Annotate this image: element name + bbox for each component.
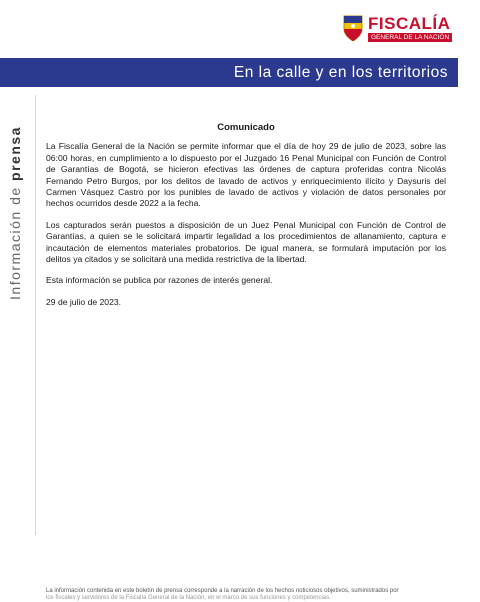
side-label-prefix: Información de: [7, 180, 23, 300]
side-label: [7, 108, 23, 318]
footer-line-2: los fiscales y servidores de la Fiscalía General de la Nación, en el marco de sus funciones y competencias.: [46, 595, 331, 601]
date-line: 29 de julio de 2023.: [46, 296, 122, 307]
logo-title: FISCALÍA: [368, 13, 451, 33]
vertical-divider: [35, 95, 36, 535]
side-label-emphasis: prensa: [7, 126, 23, 181]
footer-disclaimer: [46, 588, 456, 602]
paragraph: Los capturados serán puestos a disposición de un Juez Penal Municipal con Función de Control de Garantías, a quien se le solicitará impartir legalidad a los procedimientos de allanamiento, captura e incautación de elementos materiales probatorios. De igual manera, se formulará imputación por los delitos ya citados y se solicitará una medida restrictiva de la libertad.: [46, 219, 446, 265]
colombia-crest-icon: [342, 14, 364, 42]
logo-subtitle: GENERAL DE LA NACIÓN: [368, 33, 452, 42]
paragraph: La Fiscalía General de la Nación se permite informar que el día de hoy 29 de julio de 2023, sobre las 06:00 horas, en cumplimiento a lo dispuesto por el Juzgado 16 Penal Municipal con Función de Control de Garantías de Bogotá, se hicieron efectivas las órdenes de captura proferidas contra Nicolás Fernando Petro Burgos, por los delitos de lavado de activos y enriquecimiento ilícito y Daysuris del Carmen Vásquez Castro por los punibles de lavado de activos y violación de datos personales por hechos ocurridos desde 2022 a la fecha.: [46, 141, 446, 209]
paragraph: Esta información se publica por razones de interés general.: [46, 275, 273, 286]
fiscalia-logo: [342, 14, 452, 42]
document-title: Comunicado: [217, 122, 275, 133]
slogan-banner: En la calle y en los territorios: [0, 58, 458, 87]
document-body: [46, 122, 446, 318]
footer-line-1: La información contenida en este boletín de prensa corresponde a la narración de los hechos noticiosos objetivos, suministrados por: [46, 588, 399, 594]
